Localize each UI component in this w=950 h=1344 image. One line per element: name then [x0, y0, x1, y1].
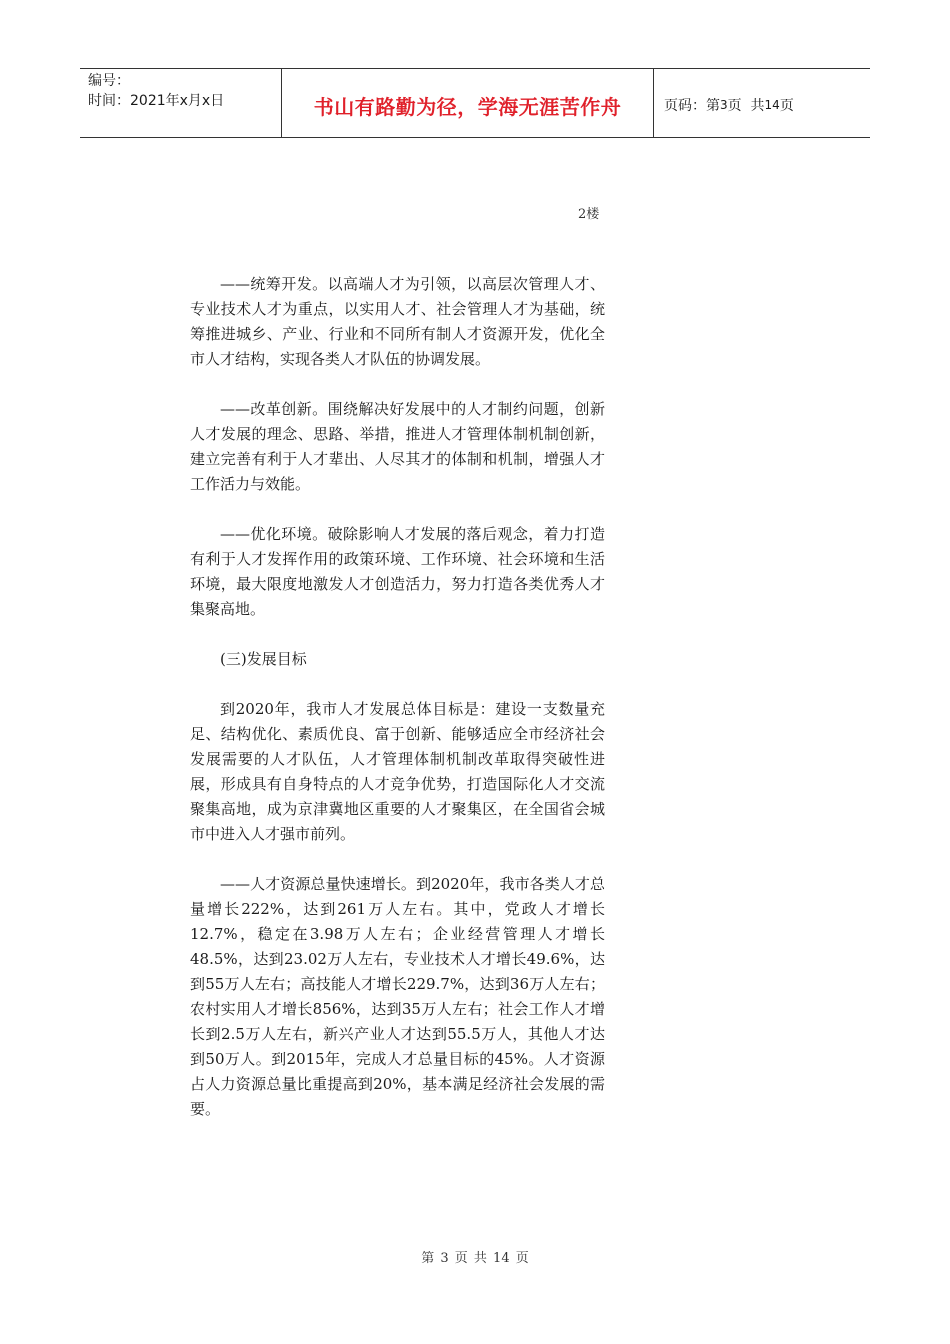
paragraph: 到2020年，我市人才发展总体目标是：建设一支数量充足、结构优化、素质优良、富于创新、能够适应全市经济社会发展需要的人才队伍，人才管理体制机制改革取得突破性进展，形成具有自身特点的人才竞争优势，打造国际化人才交流聚集高地，成为京津冀地区重要的人才聚集区，在全国省会城市中进入人才强市前列。: [190, 700, 605, 843]
date-label: 时间：2021年x月x日: [88, 93, 225, 109]
header-page-info: [654, 69, 870, 137]
page-suffix: 页: [779, 98, 794, 114]
page-footer: 第 3 页 共 14 页: [421, 1251, 529, 1266]
page-total: 14: [764, 98, 780, 112]
section-heading: (三)发展目标: [220, 650, 307, 668]
code-label: 编号：: [88, 73, 130, 89]
page-number: 3: [720, 98, 728, 112]
document-body: [190, 272, 605, 1147]
page-header: [80, 68, 870, 138]
page-prefix: 页码：第: [664, 98, 720, 114]
header-motto: 书山有路勤为径，学海无涯苦作舟: [282, 69, 654, 137]
page-mid: 页 共: [727, 98, 765, 114]
paragraph: ——人才资源总量快速增长。到2020年，我市各类人才总量增长222%，达到261万人左右。其中，党政人才增长12.7%，稳定在3.98万人左右；企业经营管理人才增长48.5%，达到23.02万人左右，专业技术人才增长49.6%，达到55万人左右；高技能人才增长229.7%，达到36万人左右；农村实用人才增长856%，达到35万人左右；社会工作人才增长到2.5万人左右，新兴产业人才达到55.5万人，其他人才达到50万人。到2015年，完成人才总量目标的45%。人才资源占人力资源总量比重提高到20%，基本满足经济社会发展的需要。: [190, 875, 605, 1118]
header-info-cell: [80, 69, 282, 137]
paragraph: ——改革创新。围绕解决好发展中的人才制约问题，创新人才发展的理念、思路、举措，推进人才管理体制机制创新，建立完善有利于人才辈出、人尽其才的体制和机制，增强人才工作活力与效能。: [190, 400, 605, 493]
paragraph: ——统筹开发。以高端人才为引领，以高层次管理人才、专业技术人才为重点，以实用人才、社会管理人才为基础，统筹推进城乡、产业、行业和不同所有制人才资源开发，优化全市人才结构，实现各类人才队伍的协调发展。: [190, 275, 605, 368]
floor-label: 2楼: [578, 207, 600, 222]
paragraph: ——优化环境。破除影响人才发展的落后观念，着力打造有利于人才发挥作用的政策环境、工作环境、社会环境和生活环境，最大限度地激发人才创造活力，努力打造各类优秀人才集聚高地。: [190, 525, 605, 618]
